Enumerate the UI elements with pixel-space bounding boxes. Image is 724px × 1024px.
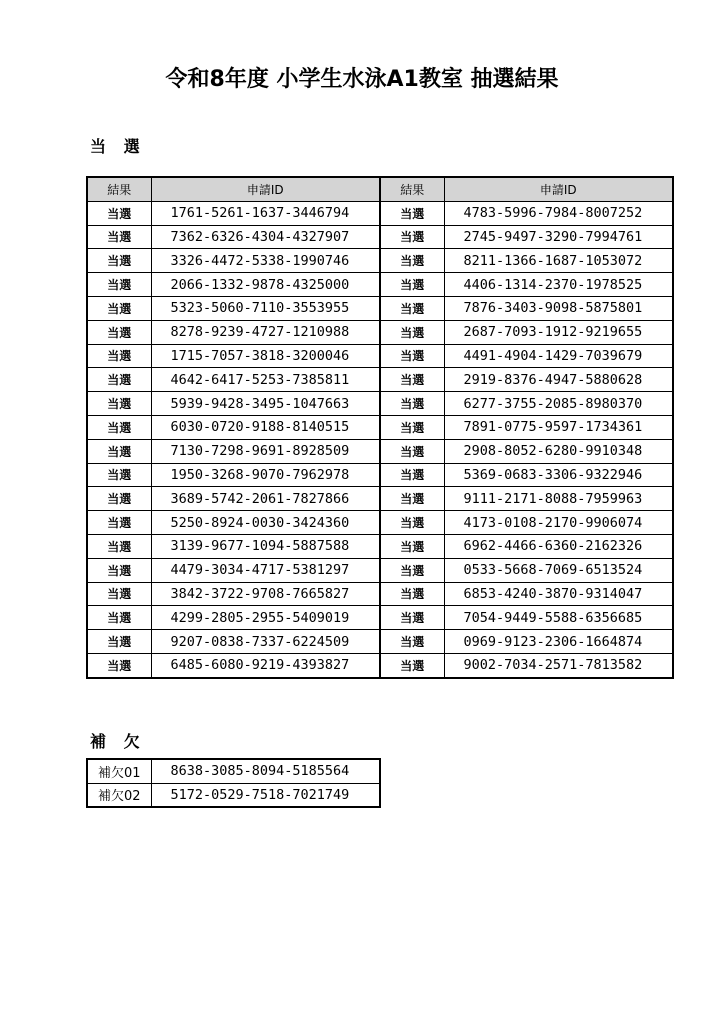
table-row: [87, 201, 673, 225]
application-id-cell: 3689-5742-2061-7827866: [151, 487, 380, 511]
result-cell: 当選: [87, 273, 151, 297]
application-id-cell: 4783-5996-7984-8007252: [444, 201, 673, 225]
result-cell: 当選: [380, 630, 444, 654]
column-header-result: 結果: [380, 177, 444, 201]
application-id-cell: 9111-2171-8088-7959963: [444, 487, 673, 511]
result-cell: 当選: [87, 201, 151, 225]
result-cell: 当選: [87, 606, 151, 630]
table-row: [87, 320, 673, 344]
table-row: [87, 511, 673, 535]
result-cell: 当選: [87, 392, 151, 416]
application-id-cell: 4479-3034-4717-5381297: [151, 558, 380, 582]
application-id-cell: 6853-4240-3870-9314047: [444, 582, 673, 606]
application-id-cell: 1761-5261-1637-3446794: [151, 201, 380, 225]
application-id-cell: 1715-7057-3818-3200046: [151, 344, 380, 368]
result-cell: 当選: [87, 487, 151, 511]
table-row: [87, 273, 673, 297]
table-row: [87, 439, 673, 463]
application-id-cell: 7876-3403-9098-5875801: [444, 296, 673, 320]
result-cell: 当選: [87, 296, 151, 320]
application-id-cell: 4299-2805-2955-5409019: [151, 606, 380, 630]
result-cell: 当選: [380, 463, 444, 487]
winners-heading: 当 選: [90, 137, 146, 156]
result-cell: 当選: [87, 653, 151, 677]
result-cell: 当選: [87, 630, 151, 654]
application-id-cell: 5323-5060-7110-3553955: [151, 296, 380, 320]
table-row: [87, 415, 673, 439]
waitlist-table: [86, 758, 381, 808]
result-cell: 当選: [380, 201, 444, 225]
table-row: [87, 368, 673, 392]
result-cell: 当選: [380, 415, 444, 439]
application-id-cell: 1950-3268-9070-7962978: [151, 463, 380, 487]
result-cell: 当選: [87, 368, 151, 392]
result-cell: 当選: [87, 558, 151, 582]
result-cell: 当選: [380, 511, 444, 535]
result-cell: 当選: [380, 225, 444, 249]
application-id-cell: 4406-1314-2370-1978525: [444, 273, 673, 297]
result-cell: 当選: [87, 534, 151, 558]
result-cell: 当選: [380, 392, 444, 416]
application-id-cell: 3842-3722-9708-7665827: [151, 582, 380, 606]
result-cell: 当選: [380, 368, 444, 392]
table-row: [87, 392, 673, 416]
application-id-cell: 7891-0775-9597-1734361: [444, 415, 673, 439]
table-row: [87, 487, 673, 511]
application-id-cell: 5172-0529-7518-7021749: [151, 783, 380, 807]
result-cell: 当選: [87, 463, 151, 487]
table-row: [87, 249, 673, 273]
result-cell: 当選: [380, 653, 444, 677]
application-id-cell: 5369-0683-3306-9322946: [444, 463, 673, 487]
application-id-cell: 4491-4904-1429-7039679: [444, 344, 673, 368]
application-id-cell: 9207-0838-7337-6224509: [151, 630, 380, 654]
column-header-application-id: 申請ID: [151, 177, 380, 201]
page-title: 令和8年度 小学生水泳A1教室 抽選結果: [165, 67, 559, 92]
waitlist-heading: 補 欠: [90, 732, 146, 751]
table-row: [87, 463, 673, 487]
table-row: [87, 653, 673, 677]
result-cell: 当選: [380, 344, 444, 368]
result-cell: 当選: [380, 320, 444, 344]
winners-table: [86, 176, 674, 679]
application-id-cell: 7130-7298-9691-8928509: [151, 439, 380, 463]
table-row: [87, 759, 380, 783]
result-cell: 当選: [380, 558, 444, 582]
column-header-application-id: 申請ID: [444, 177, 673, 201]
result-cell: 当選: [380, 249, 444, 273]
result-cell: 当選: [380, 582, 444, 606]
result-cell: 当選: [87, 511, 151, 535]
table-row: [87, 783, 380, 807]
table-row: [87, 558, 673, 582]
result-cell: 当選: [87, 344, 151, 368]
result-cell: 当選: [87, 225, 151, 249]
winners-table-header: [87, 177, 673, 201]
result-cell: 当選: [87, 582, 151, 606]
result-cell: 当選: [87, 439, 151, 463]
application-id-cell: 7054-9449-5588-6356685: [444, 606, 673, 630]
result-cell: 当選: [380, 296, 444, 320]
application-id-cell: 2687-7093-1912-9219655: [444, 320, 673, 344]
application-id-cell: 8211-1366-1687-1053072: [444, 249, 673, 273]
application-id-cell: 6962-4466-6360-2162326: [444, 534, 673, 558]
table-row: [87, 534, 673, 558]
application-id-cell: 2066-1332-9878-4325000: [151, 273, 380, 297]
application-id-cell: 5250-8924-0030-3424360: [151, 511, 380, 535]
application-id-cell: 2919-8376-4947-5880628: [444, 368, 673, 392]
application-id-cell: 2745-9497-3290-7994761: [444, 225, 673, 249]
table-row: [87, 630, 673, 654]
result-cell: 当選: [87, 415, 151, 439]
application-id-cell: 8638-3085-8094-5185564: [151, 759, 380, 783]
table-row: [87, 606, 673, 630]
application-id-cell: 3139-9677-1094-5887588: [151, 534, 380, 558]
result-cell: 当選: [380, 606, 444, 630]
application-id-cell: 6485-6080-9219-4393827: [151, 653, 380, 677]
waitlist-label-cell: 補欠01: [87, 759, 151, 783]
application-id-cell: 7362-6326-4304-4327907: [151, 225, 380, 249]
application-id-cell: 5939-9428-3495-1047663: [151, 392, 380, 416]
application-id-cell: 8278-9239-4727-1210988: [151, 320, 380, 344]
result-cell: 当選: [380, 534, 444, 558]
application-id-cell: 0969-9123-2306-1664874: [444, 630, 673, 654]
table-row: [87, 296, 673, 320]
application-id-cell: 3326-4472-5338-1990746: [151, 249, 380, 273]
result-cell: 当選: [380, 439, 444, 463]
application-id-cell: 6277-3755-2085-8980370: [444, 392, 673, 416]
table-row: [87, 225, 673, 249]
result-cell: 当選: [87, 320, 151, 344]
application-id-cell: 0533-5668-7069-6513524: [444, 558, 673, 582]
application-id-cell: 9002-7034-2571-7813582: [444, 653, 673, 677]
application-id-cell: 6030-0720-9188-8140515: [151, 415, 380, 439]
table-row: [87, 344, 673, 368]
table-row: [87, 582, 673, 606]
application-id-cell: 2908-8052-6280-9910348: [444, 439, 673, 463]
waitlist-label-cell: 補欠02: [87, 783, 151, 807]
application-id-cell: 4173-0108-2170-9906074: [444, 511, 673, 535]
column-header-result: 結果: [87, 177, 151, 201]
application-id-cell: 4642-6417-5253-7385811: [151, 368, 380, 392]
result-cell: 当選: [87, 249, 151, 273]
result-cell: 当選: [380, 487, 444, 511]
result-cell: 当選: [380, 273, 444, 297]
